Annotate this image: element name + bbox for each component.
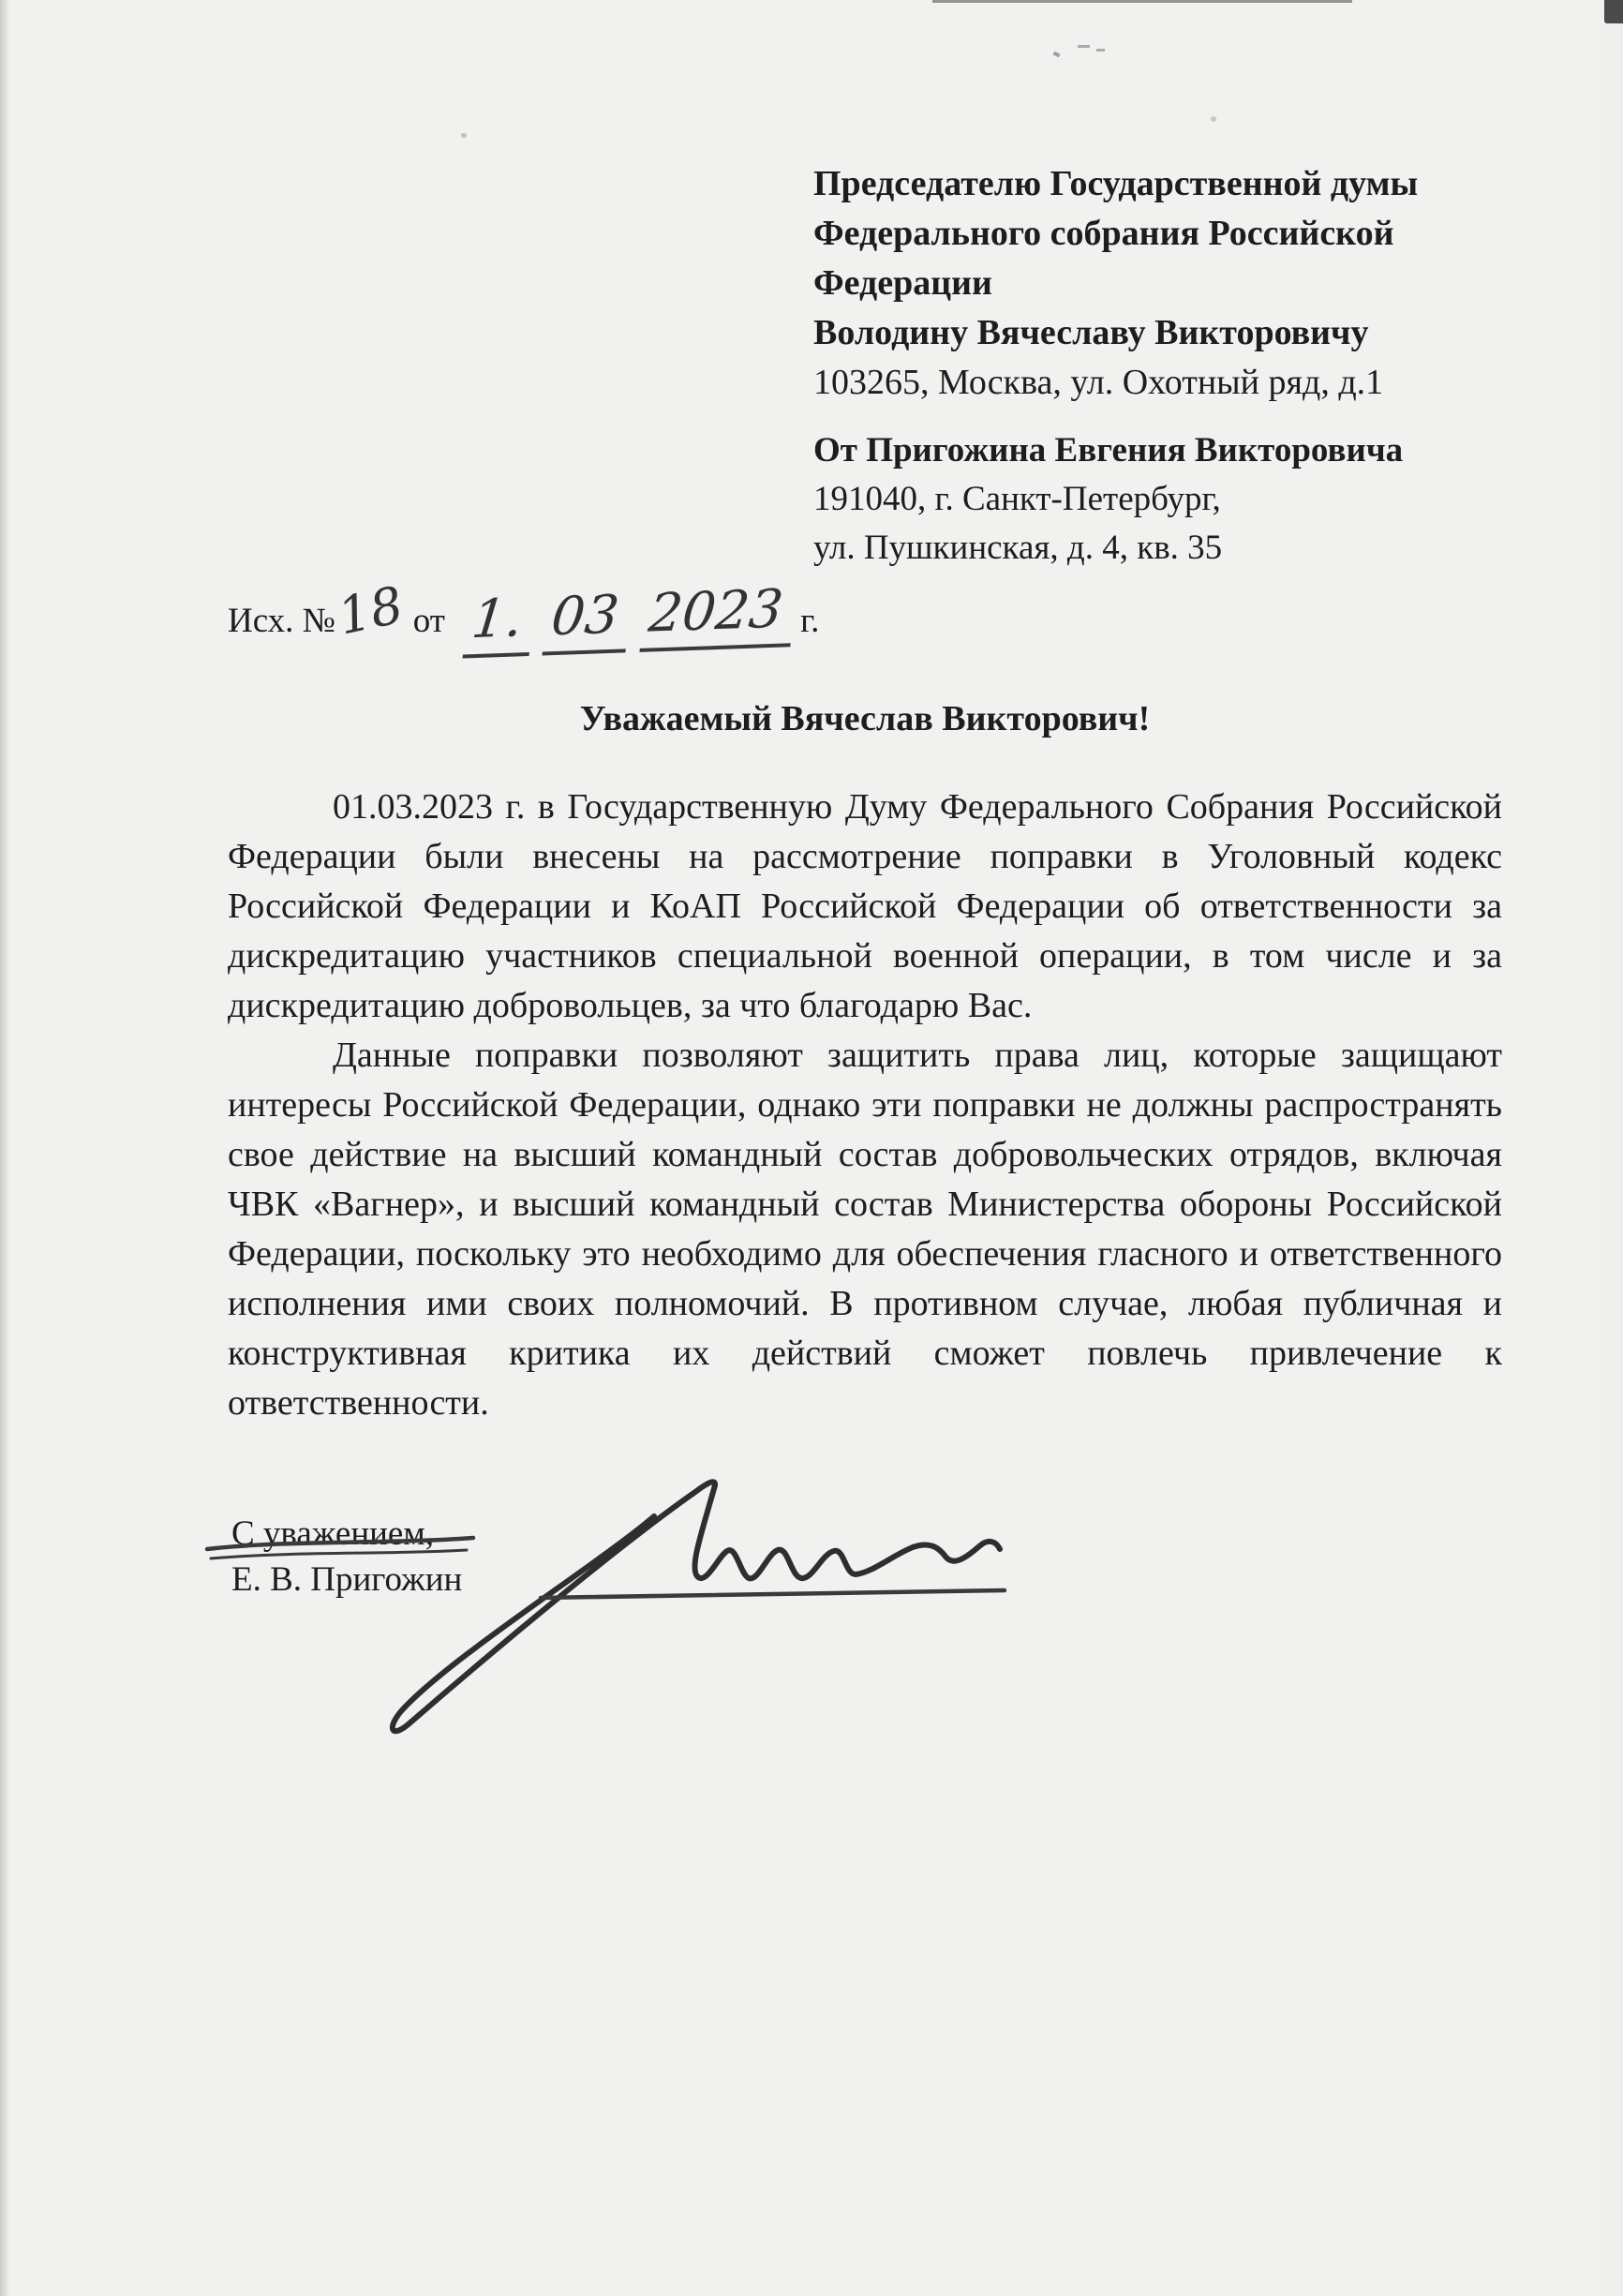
closing-block bbox=[231, 1511, 462, 1603]
salutation: Уважаемый Вячеслав Викторович! bbox=[579, 699, 1151, 738]
handwritten-date-day: 1. bbox=[462, 592, 536, 659]
scan-artifact-speck bbox=[1052, 52, 1060, 58]
scan-artifact-speck bbox=[1078, 45, 1090, 48]
handwritten-outgoing-number: 18 bbox=[333, 574, 409, 647]
recipient-address-line: 103265, Москва, ул. Охотный ряд, д.1 bbox=[813, 363, 1384, 402]
reference-suffix: г. bbox=[800, 602, 820, 640]
reference-line bbox=[228, 574, 820, 652]
letter-body bbox=[228, 783, 1502, 1428]
body-paragraph: 01.03.2023 г. в Государственную Думу Федерального Собрания Российской Федерации были внесены на рассмотрение поправки в Уголовный кодекс Российской Федерации и КоАП Российской Федерации об ответственности за дискредитацию участников специальной военной операции, в том числе и за дискредитацию добровольцев, за что благодарю Вас. bbox=[228, 787, 1502, 1025]
signature-underline bbox=[541, 1590, 1005, 1598]
scan-artifact-corner-mark bbox=[1604, 0, 1623, 23]
scan-artifact-top-line bbox=[932, 0, 1352, 3]
body-paragraph: Данные поправки позволяют защитить права лиц, которые защищают интересы Российской Федерации, однако эти поправки не должны распространять свое действие на высший командный состав добровольческих отрядов, включая ЧВК «Вагнер», и высший командный состав Министерства обороны Российской Федерации, поскольку это необходимо для обеспечения гласного и ответственного исполнения ими своих полномочий. В противном случае, любая публичная и конструктивная критика их действий сможет повлечь привлечение к ответственности. bbox=[228, 1036, 1502, 1423]
closing-regards: С уважением, bbox=[231, 1514, 435, 1553]
scan-artifact-speck bbox=[461, 133, 467, 138]
recipient-block bbox=[813, 159, 1535, 408]
handwritten-date bbox=[465, 578, 807, 659]
scan-artifact-speck bbox=[1096, 49, 1105, 52]
recipient-line: Председателю Государственной думы bbox=[813, 164, 1419, 203]
sender-block bbox=[813, 426, 1535, 573]
closing-name: Е. В. Пригожин bbox=[231, 1560, 463, 1599]
reference-ot: от bbox=[412, 602, 445, 640]
sender-address-line: ул. Пушкинская, д. 4, кв. 35 bbox=[813, 529, 1223, 567]
scan-artifact-speck bbox=[1211, 116, 1216, 122]
signature-stroke bbox=[393, 1482, 1000, 1731]
sender-name-line: От Пригожина Евгения Викторовича bbox=[813, 431, 1404, 470]
handwritten-date-year: 2023 bbox=[639, 583, 797, 652]
handwritten-date-month: 03 bbox=[543, 589, 633, 655]
sender-address-line: 191040, г. Санкт-Петербург, bbox=[813, 480, 1221, 518]
recipient-name-line: Володину Вячеславу Викторовичу bbox=[813, 313, 1369, 352]
reference-prefix: Исх. № bbox=[228, 602, 335, 640]
recipient-line: Федерации bbox=[813, 263, 992, 303]
recipient-line: Федерального собрания Российской bbox=[813, 214, 1394, 253]
